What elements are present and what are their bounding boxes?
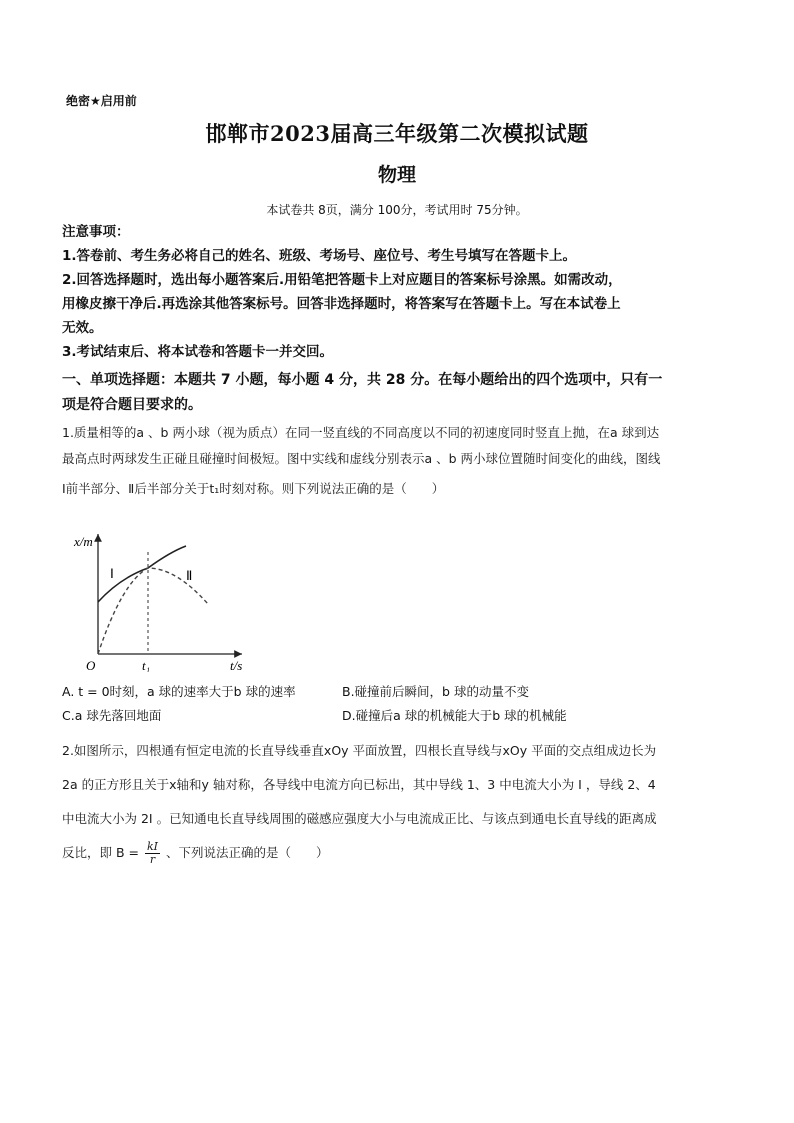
notes-item-2-line-2: 用橡皮擦干净后.再选涂其他答案标号。回答非选择题时，将答案写在答题卡上。写在本试卷上 [62, 296, 621, 312]
curve-2-label: Ⅱ [186, 568, 193, 583]
question-2-line-2: 2a 的正方形且关于x轴和y 轴对称，各导线中电流方向已标出，其中导线 1、3 中电流大小为 I ，导线 2、4 [62, 777, 656, 792]
origin-label: O [86, 658, 96, 672]
notes-item-3: 3.考试结束后、将本试卷和答题卡一并交回。 [62, 344, 334, 360]
option-a: A. t = 0时刻，a 球的速率大于b 球的速率 [62, 684, 296, 699]
question-2-line-4 [62, 836, 734, 870]
notes-item-2-line-1: 2.回答选择题时，选出每小题答案后.用铅笔把答题卡上对应题目的答案标号涂黑。如需改动， [62, 272, 622, 288]
section-1-line-1: 一、单项选择题：本题共 7 小题，每小题 4 分，共 28 分。在每小题给出的四个选项中，只有一 [62, 372, 663, 388]
question-1-line-3: Ⅰ前半部分、Ⅱ后半部分关于t₁时刻对称。则下列说法正确的是（ ） [62, 481, 445, 496]
question-1-line-2: 最高点时两球发生正碰且碰撞时间极短。图中实线和虚线分别表示a 、b 两小球位置随时间变化的曲线，图线 [62, 451, 661, 466]
secret-label: 绝密★启用前 [66, 94, 137, 108]
question-2 [62, 734, 734, 870]
t1-label: t₁ [142, 658, 151, 672]
notes-item-1: 1.答卷前、考生务必将自己的姓名、班级、考场号、座位号、考生号填写在答题卡上。 [62, 248, 577, 264]
exam-title: 邯郸市2023届高三年级第二次模拟试题 [205, 121, 589, 146]
fraction-denominator: r [149, 853, 156, 866]
notes-item-2-line-3: 无效。 [62, 320, 103, 336]
question-2-line-1: 2.如图所示，四根通有恒定电流的长直导线垂直xOy 平面放置，四根长直导线与xOy 平面的交点组成边长为 [62, 743, 657, 758]
option-c: C.a 球先落回地面 [62, 708, 162, 723]
exam-info: 本试卷共 8页，满分 100分，考试用时 75分钟。 [266, 203, 528, 217]
section-1-line-2: 项是符合题目要求的。 [62, 397, 202, 413]
exam-subject: 物理 [377, 164, 416, 186]
section-1-heading [62, 368, 734, 418]
y-axis-label: x/m [74, 534, 93, 549]
question-1 [62, 420, 734, 502]
question-1-options [62, 680, 734, 728]
fraction-numerator: kI [146, 840, 158, 853]
option-b: B.碰撞前后瞬间，b 球的动量不变 [342, 684, 529, 699]
option-d: D.碰撞后a 球的机械能大于b 球的机械能 [342, 708, 567, 723]
notes-heading: 注意事项： [62, 224, 130, 240]
question-2-line-3: 中电流大小为 2I 。已知通电长直导线周围的磁感应强度大小与电流成正比、与该点到通电长直导线的距离成 [62, 811, 657, 826]
notes-block [62, 220, 732, 364]
question-1-figure [62, 522, 262, 672]
question-2-line-4-post: 、下列说法正确的是（ ） [162, 845, 329, 860]
formula-fraction [145, 841, 160, 866]
x-axis-label: t/s [230, 658, 243, 672]
curve-1-label: Ⅰ [110, 566, 114, 581]
question-1-line-1: 1.质量相等的a 、b 两小球（视为质点）在同一竖直线的不同高度以不同的初速度同时竖直上抛，在a 球到达 [62, 425, 660, 440]
question-2-line-4-pre: 反比，即 B = [62, 845, 143, 860]
